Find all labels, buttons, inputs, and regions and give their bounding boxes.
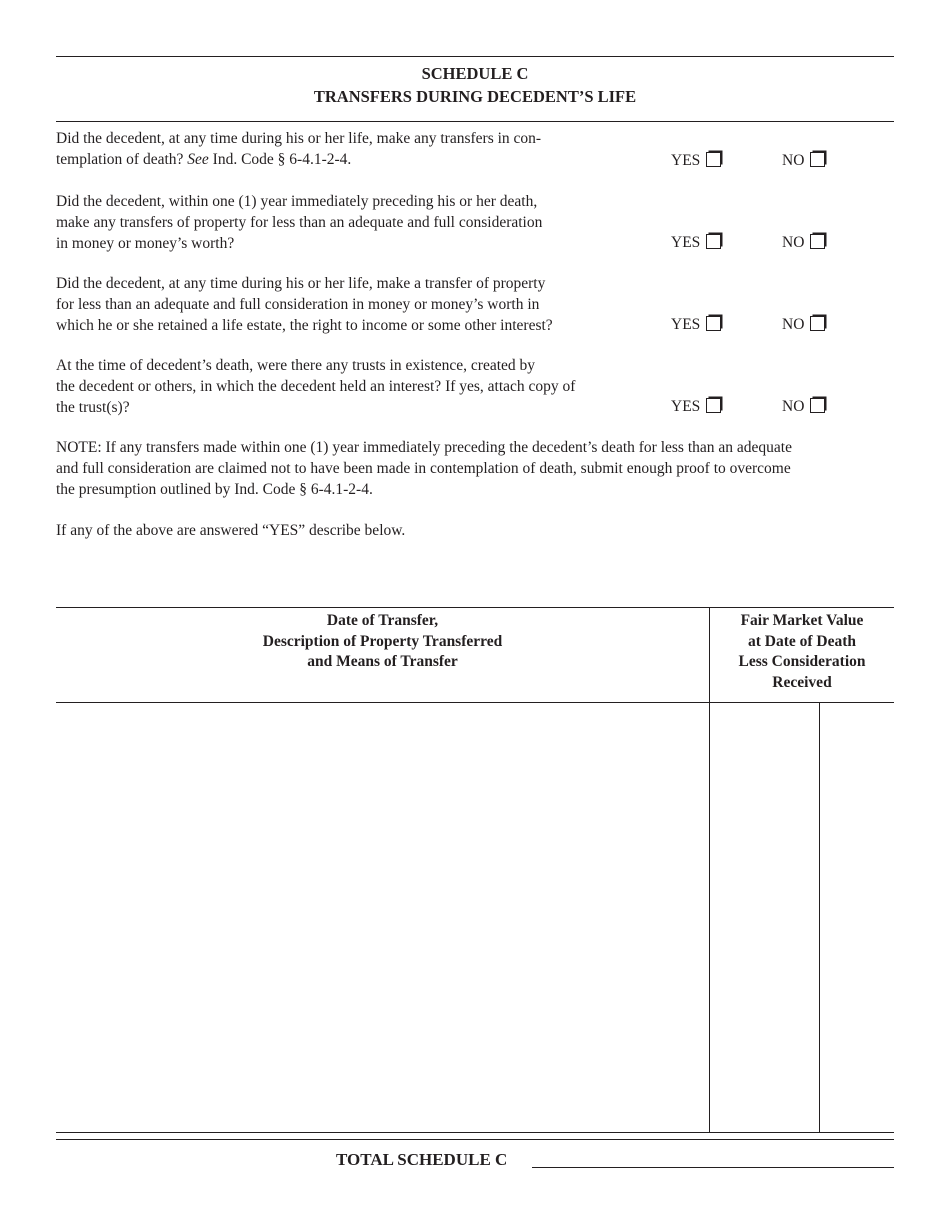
question-1 [56,128,656,170]
no-checkbox[interactable] [810,398,825,413]
note-line-2: and full consideration are claimed not to have been made in contemplation of death, submit enough proof to overcome [56,460,791,477]
question-1-no[interactable] [782,151,825,171]
question-4-line-2: the decedent or others, in which the decedent held an interest? If yes, attach copy of [56,378,576,395]
question-3-no[interactable] [782,315,825,335]
header-rule [56,121,894,122]
question-4 [56,355,666,418]
table-bottom-rule-2 [56,1139,894,1140]
yes-checkbox[interactable] [706,398,721,413]
yes-checkbox[interactable] [706,316,721,331]
no-label: NO [782,316,805,333]
question-1-yes[interactable] [671,151,721,171]
note-line-3: the presumption outlined by Ind. Code § 6-4.1-2-4. [56,481,373,498]
question-1-line-2: templation of death? See Ind. Code § 6-4.1-2-4. [56,151,352,168]
yes-checkbox[interactable] [706,234,721,249]
question-4-yes[interactable] [671,397,721,417]
question-3-line-3: which he or she retained a life estate, the right to income or some other interest? [56,317,553,334]
question-2-line-2: make any transfers of property for less than an adequate and full consideration [56,214,543,231]
table-bottom-rule [56,1132,894,1133]
question-2-line-3: in money or money’s worth? [56,235,235,252]
description-column-header: Date of Transfer, Description of Property Transferred and Means of Transfer [262,612,503,670]
top-rule [56,56,894,57]
no-checkbox[interactable] [810,152,825,167]
question-4-no[interactable] [782,397,825,417]
yes-label: YES [671,152,701,169]
note-paragraph [56,437,896,500]
no-checkbox[interactable] [810,234,825,249]
value-column-header: Fair Market Value at Date of Death Less Consideration Received [738,612,866,691]
note-line-1: NOTE: If any transfers made within one (1) year immediately preceding the decedent’s death for less than an adequate [56,439,792,456]
question-3 [56,273,656,336]
total-label: TOTAL SCHEDULE C [336,1150,508,1169]
schedule-label: SCHEDULE C [421,64,529,83]
yes-label: YES [671,234,701,251]
instruction-text: If any of the above are answered “YES” describe below. [56,522,406,539]
question-2-no[interactable] [782,233,825,253]
question-2 [56,191,656,254]
table-entry-area[interactable] [56,703,894,1131]
no-label: NO [782,234,805,251]
question-2-yes[interactable] [671,233,721,253]
question-2-line-1: Did the decedent, within one (1) year immediately preceding his or her death, [56,193,538,210]
total-input-line[interactable] [532,1167,894,1168]
no-label: NO [782,152,805,169]
question-3-line-2: for less than an adequate and full consideration in money or money’s worth in [56,296,540,313]
question-1-line-1: Did the decedent, at any time during his or her life, make any transfers in con- [56,130,542,147]
no-label: NO [782,398,805,415]
question-4-line-1: At the time of decedent’s death, were there any trusts in existence, created by [56,357,536,374]
question-3-yes[interactable] [671,315,721,335]
yes-label: YES [671,398,701,415]
question-4-line-3: the trust(s)? [56,399,130,416]
yes-checkbox[interactable] [706,152,721,167]
question-3-line-1: Did the decedent, at any time during his or her life, make a transfer of property [56,275,546,292]
no-checkbox[interactable] [810,316,825,331]
page-title: TRANSFERS DURING DECEDENT’S LIFE [313,87,637,106]
yes-label: YES [671,316,701,333]
table-top-rule [56,607,894,608]
